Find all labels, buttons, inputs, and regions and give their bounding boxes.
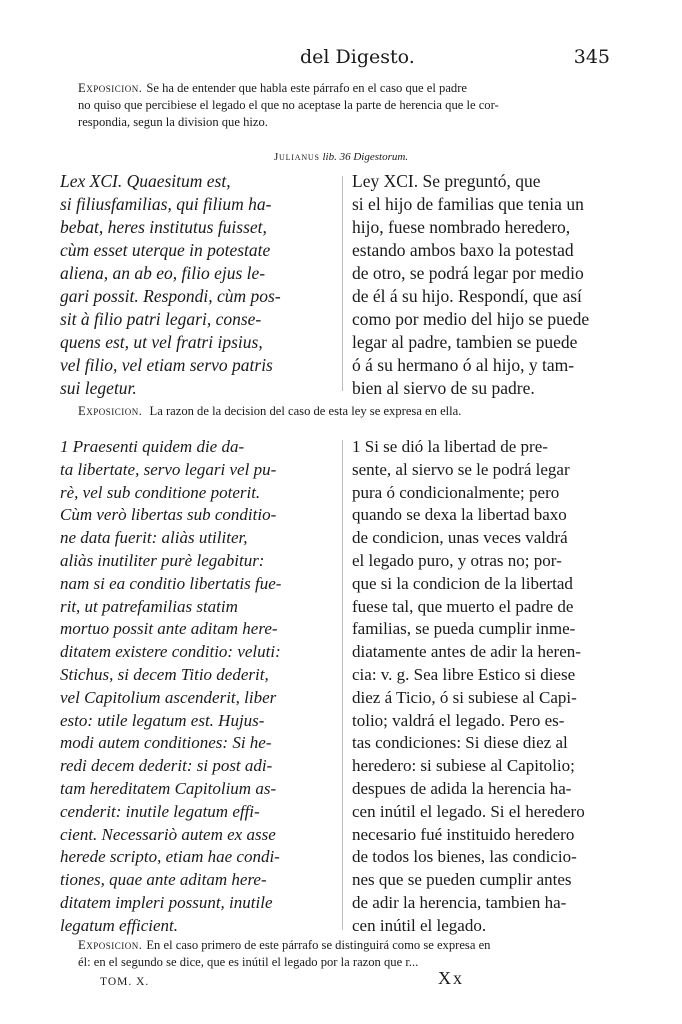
lex-latin-lines [60,170,332,400]
text-line: diez á Ticio, ó si subiese al Capi- [352,687,577,707]
text-line: ta libertate, servo legari vel pu- [60,459,277,479]
text-line: ó á su hermano ó al hijo, y tam- [352,355,575,375]
page-header [0,46,682,76]
text-line: quando se dexa la libertad baxo [352,505,567,525]
exposition-bottom-line-1: Exposicion. En el caso primero de este párrafo se distinguirá como se expresa en [78,938,491,952]
exposition-bottom [78,937,618,971]
paragraph1-latin-column [60,436,332,938]
paragraph1-spanish-column [352,436,610,938]
text-line: ne data fuerit: aliàs utiliter, [60,528,248,548]
column-divider [342,176,343,391]
text-line: cen inútil el legado. Si el heredero [352,801,585,821]
text-line: sente, al siervo se le podrá legar [352,459,570,479]
text-line: ditatem impleri possunt, inutile [60,892,273,912]
text-line: herede scripto, etiam hae condi- [60,847,280,867]
text-line: hijo, fuese nombrado heredero, [352,217,571,237]
text-line: estando ambos baxo la potestad [352,240,574,260]
paragraph1-latin-lines [60,436,332,938]
lex-latin-column [60,170,332,400]
signature-mark: Xx [438,968,464,988]
text-line: tas condiciones: Si diese diez al [352,733,568,753]
text-line: nam si ea conditio libertatis fue- [60,573,282,593]
exposition-label: Exposicion. [78,404,143,418]
text-line: nes que se pueden cumplir antes [352,870,572,890]
text-line: si el hijo de familias que tenia un [352,194,584,214]
exposition-label: Exposicion. [78,938,143,952]
text-line: vel Capitolium ascenderit, liber [60,687,277,707]
exposition-top-line-1: Exposicion. Se ha de entender que habla este párrafo en el caso que el padre [78,81,467,95]
text-line: mortuo possit ante aditam here- [60,619,278,639]
text-line: cenderit: inutile legatum effi- [60,801,260,821]
text-line: modi autem conditiones: Si he- [60,733,272,753]
text-line: diatamente antes de adir la heren- [352,642,581,662]
exposition-top-line-3: respondia, segun la division que hizo. [78,115,268,129]
text-line: de adir la herencia, tambien ha- [352,892,567,912]
text-line: de condicion, unas veces valdrá [352,528,568,548]
text-line: bebat, heres institutus fuisset, [60,217,267,237]
volume-marker: TOM. X. [100,976,150,988]
exposition-top [78,80,618,131]
text-line: rit, ut patrefamilias statim [60,596,238,616]
text-line: heredero: si subiese al Capitolio; [352,756,575,776]
text-line: aliena, an ab eo, filio ejus le- [60,263,266,283]
text-line: esto: utile legatum est. Hujus- [60,710,265,730]
text-line: cùm esset uterque in potestate [60,240,271,260]
text-line: 1 Si se dió la libertad de pre- [352,437,548,456]
text-line: sit à filio patri legari, conse- [60,309,262,329]
text-line: tiones, quae ante aditam here- [60,870,267,890]
text-line: legar al padre, tambien se puede [352,332,578,352]
text-line: como por medio del hijo se puede [352,309,590,329]
exposition-top-line-2: no quiso que percibiese el legado el que no aceptase la parte de herencia que le cor- [78,98,499,112]
text-line: Ley XCI. Se preguntó, que [352,171,541,191]
text-line: de otro, se podrá legar por medio [352,263,584,283]
text-line: cen inútil el legado. [352,915,487,935]
source-author: Julianus [273,151,320,163]
ley-spanish-lines [352,170,610,400]
text-line: Stichus, si decem Titio dederit, [60,664,269,684]
text-line: 1 Praesenti quidem die da- [60,437,245,456]
text-line: despues de adida la herencia ha- [352,778,572,798]
text-line: legatum efficient. [60,915,179,935]
text-line: el legado puro, y otras no; por- [352,550,562,570]
text-line: cient. Necessariò autem ex asse [60,824,276,844]
text-line: rè, vel sub conditione poterit. [60,482,261,502]
text-line: tam hereditatem Capitolium as- [60,778,277,798]
exposition-middle-text: La razon de la decision del caso de esta ley se expresa en ella. [149,404,462,418]
text-line: familias, se pueda cumplir inme- [352,619,576,639]
page-number: 345 [573,46,610,68]
text-line: de él á su hijo. Respondí, que así [352,286,582,306]
exposition-bottom-line-2: él: en el segundo se dice, que es inútil el legado por la razon que r... [78,955,419,969]
paragraph1-spanish-lines [352,436,610,938]
text-line: tolio; valdrá el legado. Pero es- [352,710,565,730]
text-line: necesario fué instituido heredero [352,824,575,844]
text-line: quens est, ut vel fratri ipsius, [60,332,263,352]
text-line: gari possit. Respondi, cùm pos- [60,286,281,306]
ley-spanish-column [352,170,610,400]
text-line: pura ó condicionalmente; pero [352,482,560,502]
text-line: Cùm verò libertas sub conditio- [60,505,277,525]
text-line: ditatem existere conditio: veluti: [60,642,281,662]
text-line: aliàs inutiliter purè legabitur: [60,550,265,570]
source-citation [0,151,682,163]
exposition-label: Exposicion. [78,81,143,95]
exposition-middle [78,403,618,420]
running-title: del Digesto. [300,46,415,68]
text-line: que si la condicion de la libertad [352,573,573,593]
column-divider [342,440,343,930]
source-reference: lib. 36 Digestorum. [322,151,409,163]
text-line: bien al siervo de su padre. [352,378,535,398]
text-line: si filiusfamilias, qui filium ha- [60,194,272,214]
text-line: vel filio, vel etiam servo patris [60,355,273,375]
text-line: fuese tal, que muerto el padre de [352,596,574,616]
text-line: de todos los bienes, las condicio- [352,847,577,867]
text-line: sui legetur. [60,378,137,398]
text-line: redi decem dederit: si post adi- [60,756,273,776]
text-line: cia: v. g. Sea libre Estico si diese [352,664,576,684]
text-line: Lex XCI. Quaesitum est, [60,171,231,191]
